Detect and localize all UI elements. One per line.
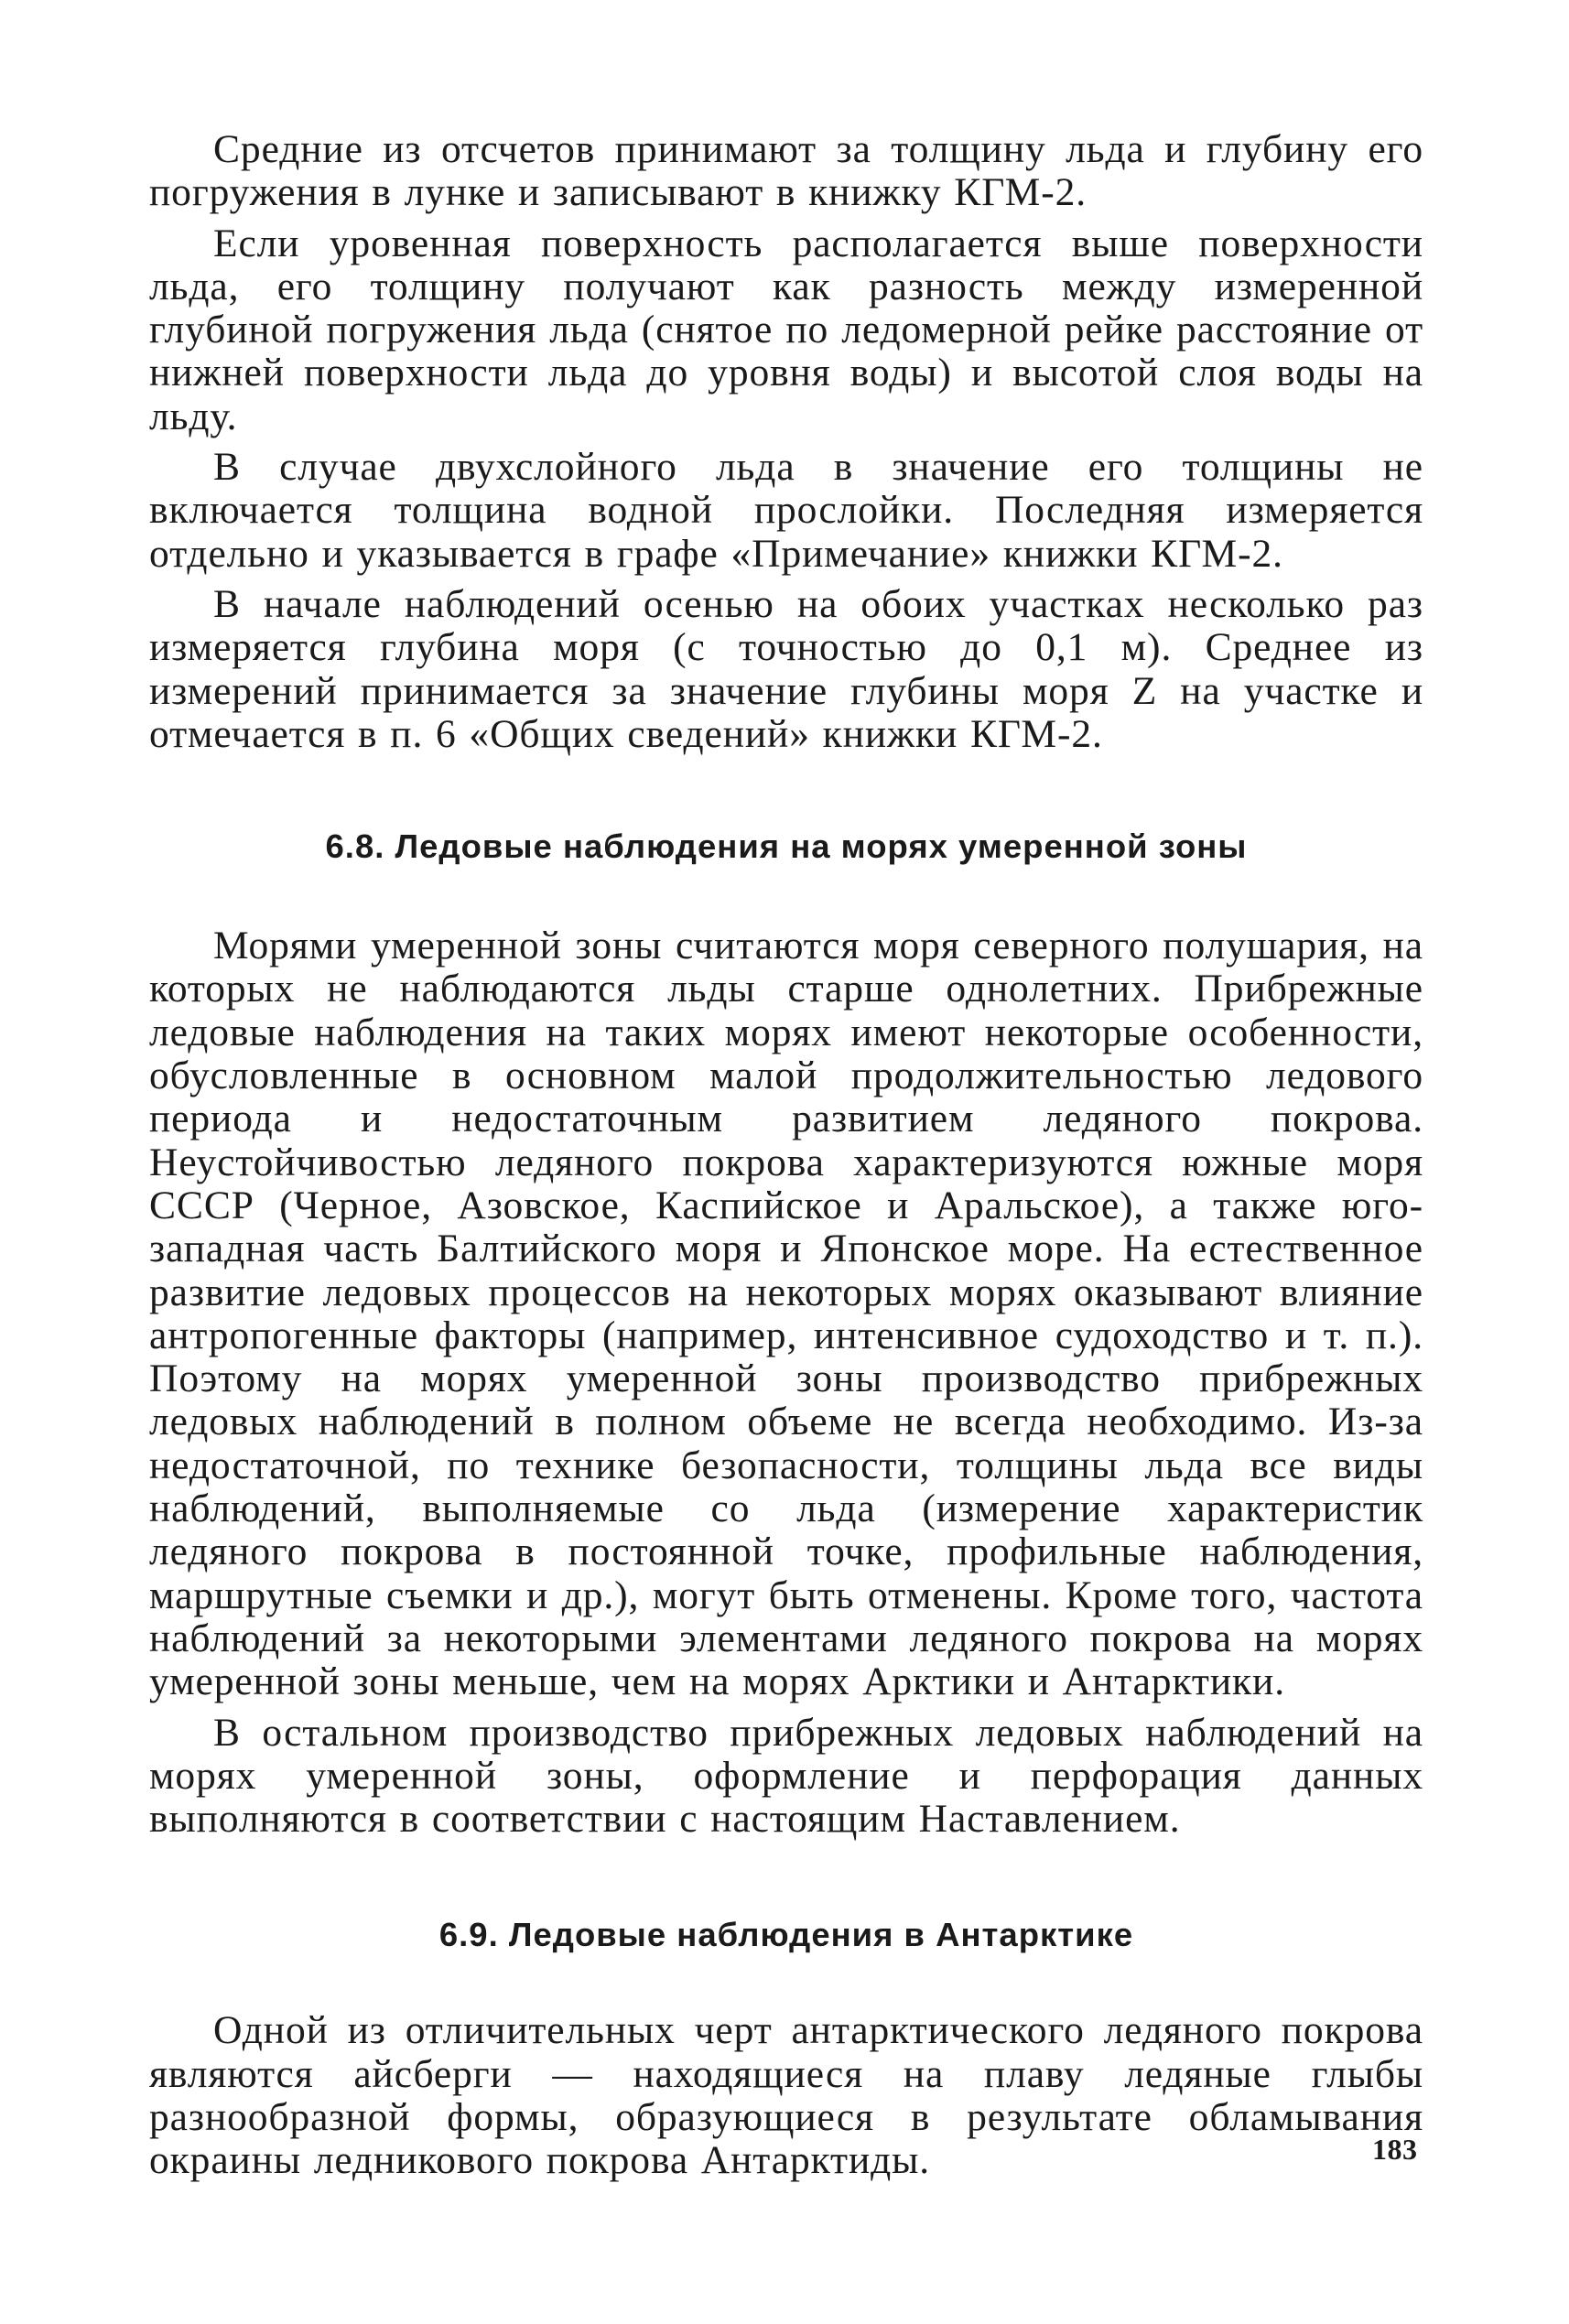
paragraph-temperate-rest: В остальном производство прибрежных ледовых наблюдений на морях умеренной зоны, оформление и перфорация данных выполняются в соответствии с настоящим Наставлением. bbox=[149, 1710, 1423, 1842]
paragraph-temperate-seas: Морями умеренной зоны считаются моря северного полушария, на которых не наблюдаются льды старше однолетних. Прибрежные ледовые наблюдения на таких морях имеют некоторые особенности, обусловленные в основном малой продолжительностью ледового периода и недостаточным развитием ледяного покрова. Неустойчивостью ледяного покрова характеризуются южные моря СССР (Черное, Азовское, Каспийское и Аральское), а также юго-западная часть Балтийского моря и Японское море. На естественное развитие ледовых процессов на некоторых морях оказывают влияние антропогенные факторы (например, интенсивное судоходство и т. п.). Поэтому на морях умеренной зоны производство прибрежных ледовых наблюдений в полном объеме не всегда необходимо. Из-за недостаточной, по технике безопасности, толщины льда все виды наблюдений, выполняемые со льда (измерение характеристик ледяного покрова в постоянной точке, профильные наблюдения, маршрутные съемки и др.), могут быть отменены. Кроме того, частота наблюдений за некоторыми элементами ледяного покрова на морях умеренной зоны меньше, чем на морях Арктики и Антарктики. bbox=[149, 924, 1423, 1704]
section-heading-6-8: 6.8. Ледовые наблюдения на морях умеренной зоны bbox=[325, 827, 1248, 866]
section-heading-6-9: 6.9. Ледовые наблюдения в Антарктике bbox=[438, 1916, 1134, 1954]
page-body bbox=[149, 128, 1423, 2183]
paragraph-two-layer-ice: В случае двухслойного льда в значение его толщины не включается толщина водной прослойки. Последняя измеряется отдельно и указывается в графе «Примечание» книжки КГМ-2. bbox=[149, 445, 1423, 576]
paragraph-thickness-averages: Средние из отсчетов принимают за толщину льда и глубину его погружения в лунке и записывают в книжку КГМ-2. bbox=[149, 127, 1423, 215]
paragraph-antarctic-icebergs: Одной из отличительных черт антарктического ледяного покрова являются айсберги — находящиеся на плаву ледяные глыбы разнообразной формы, образующиеся в результате обламывания окраины ледникового покрова Антарктиды. bbox=[149, 2008, 1423, 2183]
paragraph-level-surface: Если уровенная поверхность располагается выше поверхности льда, его толщину получают как разность между измеренной глубиной погружения льда (снятое по ледомерной рейке расстояние от нижней поверхности льда до уровня воды) и высотой слоя воды на льду. bbox=[149, 221, 1423, 438]
page-number: 183 bbox=[1372, 2133, 1418, 2166]
paragraph-sea-depth: В начале наблюдений осенью на обоих участках несколько раз измеряется глубина моря (с точностью до 0,1 м). Среднее из измерений принимается за значение глубины моря Z на участке и отмечается в п. 6 «Общих сведений» книжки КГМ-2. bbox=[149, 581, 1423, 756]
